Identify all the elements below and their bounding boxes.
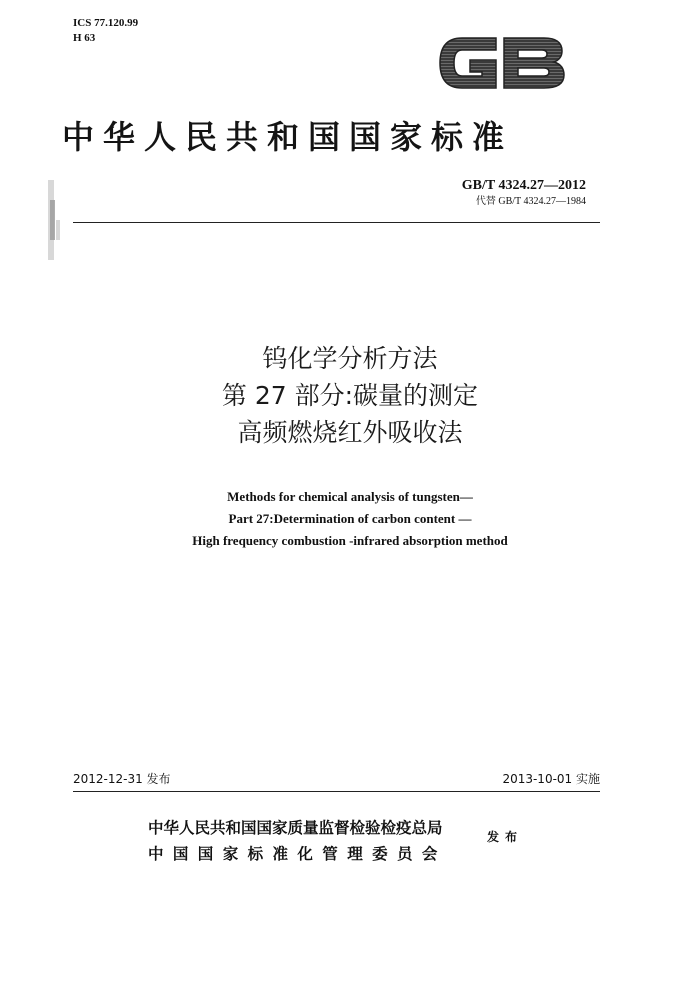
classification-codes bbox=[73, 16, 138, 46]
implementation-date: 2013-10-01 实施 bbox=[502, 772, 600, 786]
national-standard-title: 中华人民共和国国家标准 bbox=[62, 118, 514, 156]
english-title-line2: Part 27:Determination of carbon content — bbox=[228, 511, 472, 526]
gb-logo bbox=[434, 30, 570, 96]
publish-label: 发布 bbox=[487, 830, 524, 844]
ccs-code: H 63 bbox=[73, 32, 96, 44]
chinese-title bbox=[100, 340, 600, 451]
english-title bbox=[80, 486, 620, 552]
issuer-aqsiq: 中华人民共和国国家质量监督检验检疫总局 bbox=[148, 819, 443, 837]
standard-number: GB/T 4324.27—2012 bbox=[461, 178, 586, 193]
standard-number-block bbox=[462, 177, 586, 209]
english-title-line1: Methods for chemical analysis of tungsten— bbox=[227, 489, 473, 504]
replaces-note: 代替 GB/T 4324.27—1984 bbox=[475, 196, 586, 207]
chinese-title-line1: 钨化学分析方法 bbox=[262, 344, 438, 373]
english-title-line3: High frequency combustion -infrared absorption method bbox=[192, 533, 508, 548]
issue-date: 2012-12-31 发布 bbox=[73, 772, 171, 786]
chinese-title-line2: 第 27 部分:碳量的测定 bbox=[221, 381, 479, 410]
top-rule bbox=[73, 222, 600, 223]
ics-code: ICS 77.120.99 bbox=[73, 17, 139, 29]
scan-artifact bbox=[44, 170, 72, 275]
bottom-rule bbox=[73, 791, 600, 792]
chinese-title-line3: 高频燃烧红外吸收法 bbox=[237, 418, 463, 447]
issuing-authorities bbox=[148, 815, 447, 867]
issuer-sac: 中国国家标准化管理委员会 bbox=[148, 845, 447, 863]
